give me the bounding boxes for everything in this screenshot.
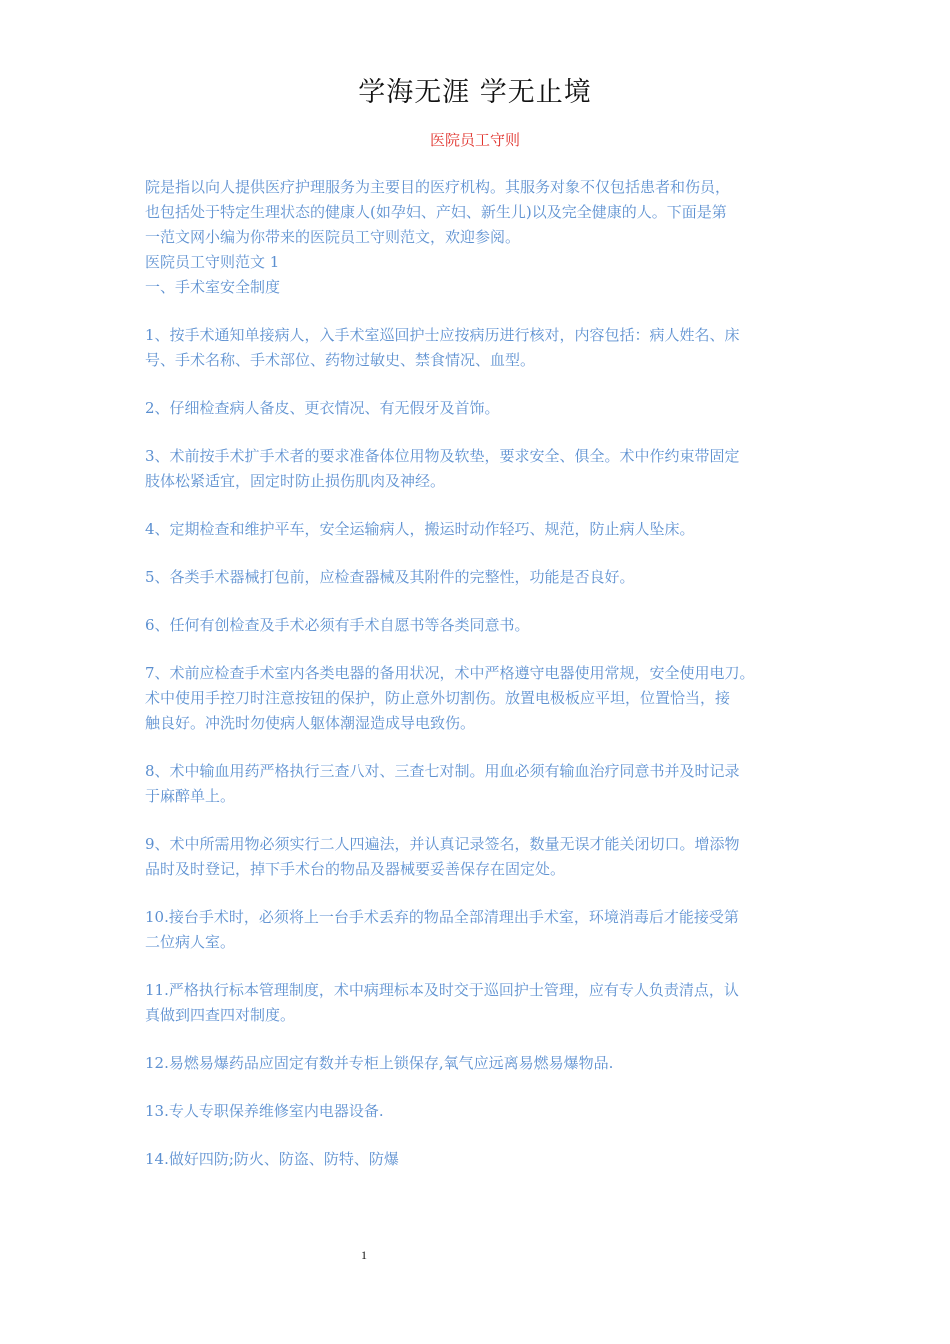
rule-item-line: 4、定期检查和维护平车，安全运输病人，搬运时动作轻巧、规范，防止病人坠床。 xyxy=(145,520,695,538)
rule-item-line: 于麻醉单上。 xyxy=(145,787,236,805)
rule-item-line: 12.易燃易爆药品应固定有数并专柜上锁保存,氧气应远离易燃易爆物品. xyxy=(145,1054,614,1072)
section-title: 医院员工守则范文 1 xyxy=(145,253,280,271)
rule-item-line: 真做到四查四对制度。 xyxy=(145,1006,296,1024)
rule-item-line: 号、手术名称、手术部位、药物过敏史、禁食情况、血型。 xyxy=(145,351,536,369)
rule-item-line: 14.做好四防;防火、防盗、防特、防爆 xyxy=(145,1150,399,1168)
rule-item-line: 8、术中输血用药严格执行三查八对、三查七对制。用血必须有输血治疗同意书并及时记录 xyxy=(145,762,740,780)
rule-item-line: 9、术中所需用物必须实行二人四遍法，并认真记录签名，数量无误才能关闭切口。增添物 xyxy=(145,835,740,853)
rule-item-line: 1、按手术通知单接病人，入手术室巡回护士应按病历进行核对，内容包括：病人姓名、床 xyxy=(145,326,740,344)
rule-item-line: 术中使用手控刀时注意按钮的保护，防止意外切割伤。放置电极板应平坦，位置恰当，接 xyxy=(145,689,731,707)
subsection-title: 一、手术室安全制度 xyxy=(145,278,281,296)
page-header-title: 学海无涯 学无止境 xyxy=(358,77,592,108)
document-title: 医院员工守则 xyxy=(429,131,520,149)
rule-item-line: 10.接台手术时，必须将上一台手术丢弃的物品全部清理出手术室，环境消毒后才能接受第 xyxy=(145,908,739,926)
rule-item-line: 品时及时登记，掉下手术台的物品及器械要妥善保存在固定处。 xyxy=(145,860,566,878)
intro-line: 一范文网小编为你带来的医院员工守则范文，欢迎参阅。 xyxy=(145,228,521,246)
rule-item-line: 触良好。冲洗时勿使病人躯体潮湿造成导电致伤。 xyxy=(145,714,476,732)
rule-item-line: 2、仔细检查病人备皮、更衣情况、有无假牙及首饰。 xyxy=(145,399,500,417)
intro-line: 也包括处于特定生理状态的健康人(如孕妇、产妇、新生儿)以及完全健康的人。下面是第 xyxy=(145,203,727,221)
page-number: 1 xyxy=(361,1248,367,1262)
rule-item-line: 7、术前应检查手术室内各类电器的备用状况，术中严格遵守电器使用常规，安全使用电刀。 xyxy=(145,664,755,682)
rule-item-line: 5、各类手术器械打包前，应检查器械及其附件的完整性，功能是否良好。 xyxy=(145,568,635,586)
rule-item-line: 3、术前按手术扩手术者的要求准备体位用物及软垫，要求安全、俱全。术中作约束带固定 xyxy=(145,447,740,465)
intro-line: 院是指以向人提供医疗护理服务为主要目的医疗机构。其服务对象不仅包括患者和伤员， xyxy=(145,178,731,196)
rule-item-line: 13.专人专职保养维修室内电器设备. xyxy=(145,1102,384,1120)
document-body xyxy=(145,175,817,1172)
rule-item-line: 肢体松紧适宜，固定时防止损伤肌肉及神经。 xyxy=(145,472,446,490)
rule-item-line: 6、任何有创检查及手术必须有手术自愿书等各类同意书。 xyxy=(145,616,530,634)
rule-item-line: 11.严格执行标本管理制度，术中病理标本及时交于巡回护士管理，应有专人负责清点，认 xyxy=(145,981,739,999)
rule-item-line: 二位病人室。 xyxy=(145,933,236,951)
